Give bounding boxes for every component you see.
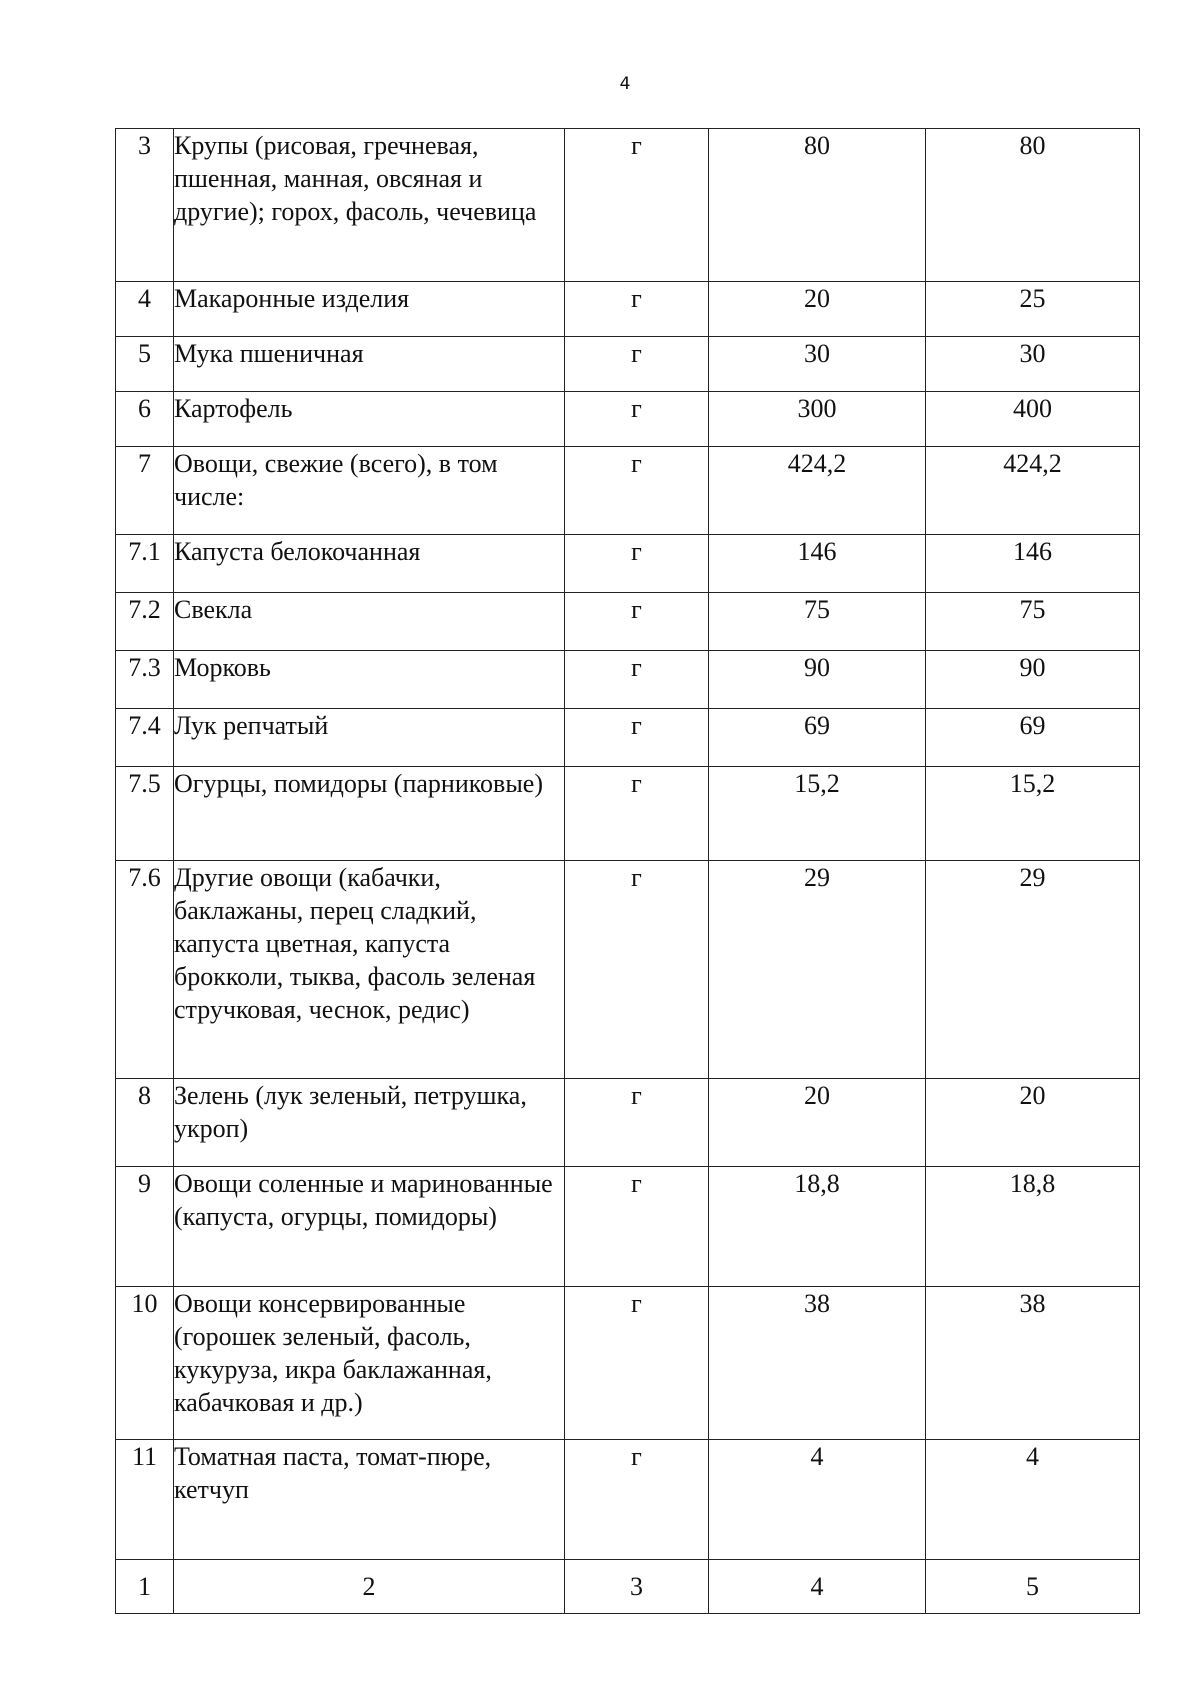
row-number: 9: [116, 1167, 174, 1287]
product-name: Томатная паста, томат-пюре, кетчуп: [174, 1440, 565, 1560]
table-row: [116, 129, 1140, 282]
table-row: [116, 709, 1140, 767]
unit: г: [565, 535, 709, 593]
row-number: 7.3: [116, 651, 174, 709]
column-numbering-row: [116, 1560, 1140, 1614]
product-name: Картофель: [174, 392, 565, 447]
column-number: 4: [709, 1560, 926, 1614]
value-col-4: 146: [709, 535, 926, 593]
value-col-5: 424,2: [926, 447, 1140, 535]
value-col-4: 38: [709, 1287, 926, 1440]
unit: г: [565, 1287, 709, 1440]
product-name: Морковь: [174, 651, 565, 709]
row-number: 4: [116, 282, 174, 337]
product-name: Зелень (лук зеленый, петрушка, укроп): [174, 1079, 565, 1167]
row-number: 11: [116, 1440, 174, 1560]
unit: г: [565, 1167, 709, 1287]
table-row: [116, 1440, 1140, 1560]
unit: г: [565, 767, 709, 861]
value-col-4: 300: [709, 392, 926, 447]
unit: г: [565, 1440, 709, 1560]
product-name: Макаронные изделия: [174, 282, 565, 337]
row-number: 7.2: [116, 593, 174, 651]
value-col-5: 80: [926, 129, 1140, 282]
unit: г: [565, 337, 709, 392]
unit: г: [565, 593, 709, 651]
value-col-4: 69: [709, 709, 926, 767]
row-number: 5: [116, 337, 174, 392]
product-name: Свекла: [174, 593, 565, 651]
unit: г: [565, 282, 709, 337]
value-col-5: 38: [926, 1287, 1140, 1440]
row-number: 7.4: [116, 709, 174, 767]
value-col-5: 29: [926, 861, 1140, 1079]
table-row: [116, 593, 1140, 651]
unit: г: [565, 861, 709, 1079]
product-name: Овощи, свежие (всего), в том числе:: [174, 447, 565, 535]
product-name: Мука пшеничная: [174, 337, 565, 392]
value-col-4: 90: [709, 651, 926, 709]
value-col-4: 75: [709, 593, 926, 651]
product-name: Крупы (рисовая, гречневая, пшенная, манная, овсяная и другие); горох, фасоль, чечевица: [174, 129, 565, 282]
row-number: 3: [116, 129, 174, 282]
row-number: 7.1: [116, 535, 174, 593]
table-row: [116, 861, 1140, 1079]
value-col-4: 30: [709, 337, 926, 392]
value-col-5: 90: [926, 651, 1140, 709]
row-number: 8: [116, 1079, 174, 1167]
column-number: 5: [926, 1560, 1140, 1614]
value-col-5: 18,8: [926, 1167, 1140, 1287]
value-col-4: 18,8: [709, 1167, 926, 1287]
table-row: [116, 1079, 1140, 1167]
table-row: [116, 337, 1140, 392]
column-number: 2: [174, 1560, 565, 1614]
column-number: 1: [116, 1560, 174, 1614]
unit: г: [565, 709, 709, 767]
table-row: [116, 1287, 1140, 1440]
product-name: Овощи консервированные (горошек зеленый, фасоль, кукуруза, икра баклажанная, кабачковая и др.): [174, 1287, 565, 1440]
row-number: 7.5: [116, 767, 174, 861]
row-number: 6: [116, 392, 174, 447]
value-col-4: 20: [709, 1079, 926, 1167]
value-col-5: 25: [926, 282, 1140, 337]
table-row: [116, 447, 1140, 535]
value-col-4: 4: [709, 1440, 926, 1560]
value-col-4: 29: [709, 861, 926, 1079]
unit: г: [565, 651, 709, 709]
row-number: 7.6: [116, 861, 174, 1079]
table-row: [116, 392, 1140, 447]
unit: г: [565, 129, 709, 282]
row-number: 10: [116, 1287, 174, 1440]
column-number: 3: [565, 1560, 709, 1614]
product-name: Овощи соленные и маринованные (капуста, огурцы, помидоры): [174, 1167, 565, 1287]
value-col-4: 20: [709, 282, 926, 337]
food-norms-table: [115, 128, 1140, 1614]
unit: г: [565, 447, 709, 535]
value-col-5: 30: [926, 337, 1140, 392]
table-row: [116, 767, 1140, 861]
product-name: Огурцы, помидоры (парниковые): [174, 767, 565, 861]
table-row: [116, 535, 1140, 593]
table-row: [116, 651, 1140, 709]
unit: г: [565, 1079, 709, 1167]
product-name: Капуста белокочанная: [174, 535, 565, 593]
product-name: Лук репчатый: [174, 709, 565, 767]
value-col-5: 75: [926, 593, 1140, 651]
value-col-4: 80: [709, 129, 926, 282]
product-name: Другие овощи (кабачки, баклажаны, перец сладкий, капуста цветная, капуста брокколи, тыква, фасоль зеленая стручковая, чеснок, редис): [174, 861, 565, 1079]
unit: г: [565, 392, 709, 447]
value-col-4: 424,2: [709, 447, 926, 535]
value-col-5: 69: [926, 709, 1140, 767]
table-row: [116, 1167, 1140, 1287]
table-row: [116, 282, 1140, 337]
value-col-5: 400: [926, 392, 1140, 447]
value-col-5: 20: [926, 1079, 1140, 1167]
value-col-4: 15,2: [709, 767, 926, 861]
value-col-5: 4: [926, 1440, 1140, 1560]
value-col-5: 15,2: [926, 767, 1140, 861]
value-col-5: 146: [926, 535, 1140, 593]
page-number: 4: [619, 74, 631, 94]
row-number: 7: [116, 447, 174, 535]
